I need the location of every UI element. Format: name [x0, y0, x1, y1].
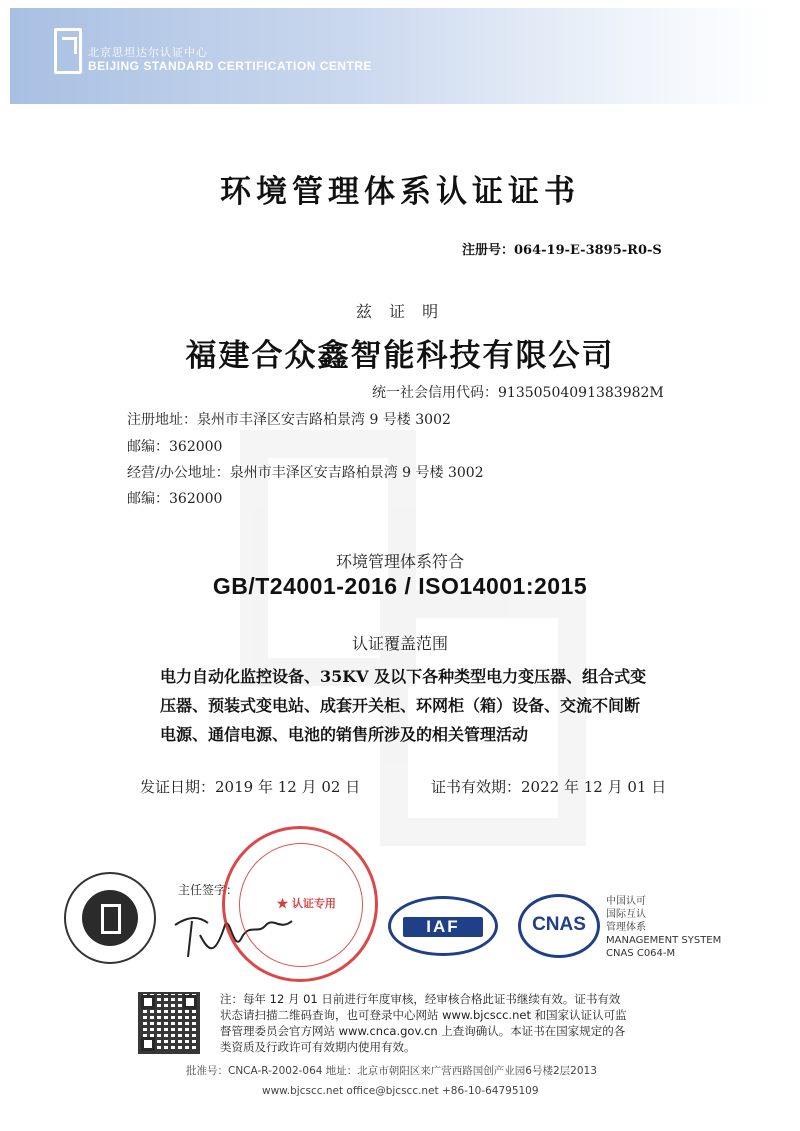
postal-code: 邮编：362000: [127, 439, 223, 455]
cnas-logo: CNAS: [518, 894, 600, 958]
scope-label: 认证覆盖范围: [351, 634, 448, 653]
credit-code: 统一社会信用代码：91350504091383982M: [372, 385, 664, 401]
postal-code: 邮编：362000: [127, 491, 223, 507]
bscc-logo-icon: [54, 28, 82, 74]
scope-line: 压器、预装式变电站、成套开关柜、环网柜（箱）设备、交流不间断: [160, 696, 641, 715]
office-address: 经营/办公地址：泉州市丰泽区安吉路柏景湾 9 号楼 3002: [127, 465, 484, 481]
org-name-en: BEIJING STANDARD CERTIFICATION CENTRE: [88, 59, 373, 73]
valid-until: 证书有效期：2022 年 12 月 01 日: [431, 778, 667, 796]
registered-address: 注册地址：泉州市丰泽区安吉路柏景湾 9 号楼 3002: [127, 412, 451, 428]
issue-date: 发证日期：2019 年 12 月 02 日: [140, 778, 361, 796]
official-seal: ★ 认证专用: [222, 826, 378, 982]
conform-label: 环境管理体系符合: [335, 552, 464, 571]
iaf-logo: IAF: [388, 896, 498, 956]
cnas-caption: 中国认可 国际互认 管理体系 MANAGEMENT SYSTEM CNAS C064-M: [606, 896, 722, 959]
scope-line: 电力自动化监控设备、35KV 及以下各种类型电力变压器、组合式变: [160, 667, 647, 686]
standard-number: GB/T24001-2016 / ISO14001:2015: [212, 573, 588, 599]
org-name-cn: 北京思坦达尔认证中心: [88, 46, 208, 59]
scope-line: 电源、通信电源、电池的销售所涉及的相关管理活动: [160, 725, 529, 744]
bscc-seal-logo: [64, 872, 156, 964]
approval-address: 批准号：CNCA-R-2002-064 地址：北京市朝阳区来广营西路国创产业园6号楼2层2013: [186, 1065, 597, 1077]
qr-code-icon[interactable]: [138, 992, 200, 1054]
signer-label: 主任签字：: [178, 883, 239, 897]
contact-info: www.bjcscc.net office@bjcscc.net +86-10-64795109: [262, 1085, 539, 1097]
certificate-title: 环境管理体系认证证书: [220, 174, 580, 210]
validity-note: 注：每年 12 月 01 日前进行年度审核，经审核合格此证书继续有效。证书有效 状态请扫描二维码查询，也可登录中心网站 www.bjcscc.net 和国家认证认可监 督管理委员会官方网站 www.cnca.gov.cn 上查询确认。本证书在国家规定的各 类资质及行政许可有效期内使用有效。: [220, 992, 627, 1054]
certify-label: 兹 证 明: [355, 302, 445, 321]
company-name: 福建合众鑫智能科技有限公司: [185, 338, 615, 374]
registration-number: 注册号：064-19-E-3895-R0-S: [462, 243, 662, 258]
